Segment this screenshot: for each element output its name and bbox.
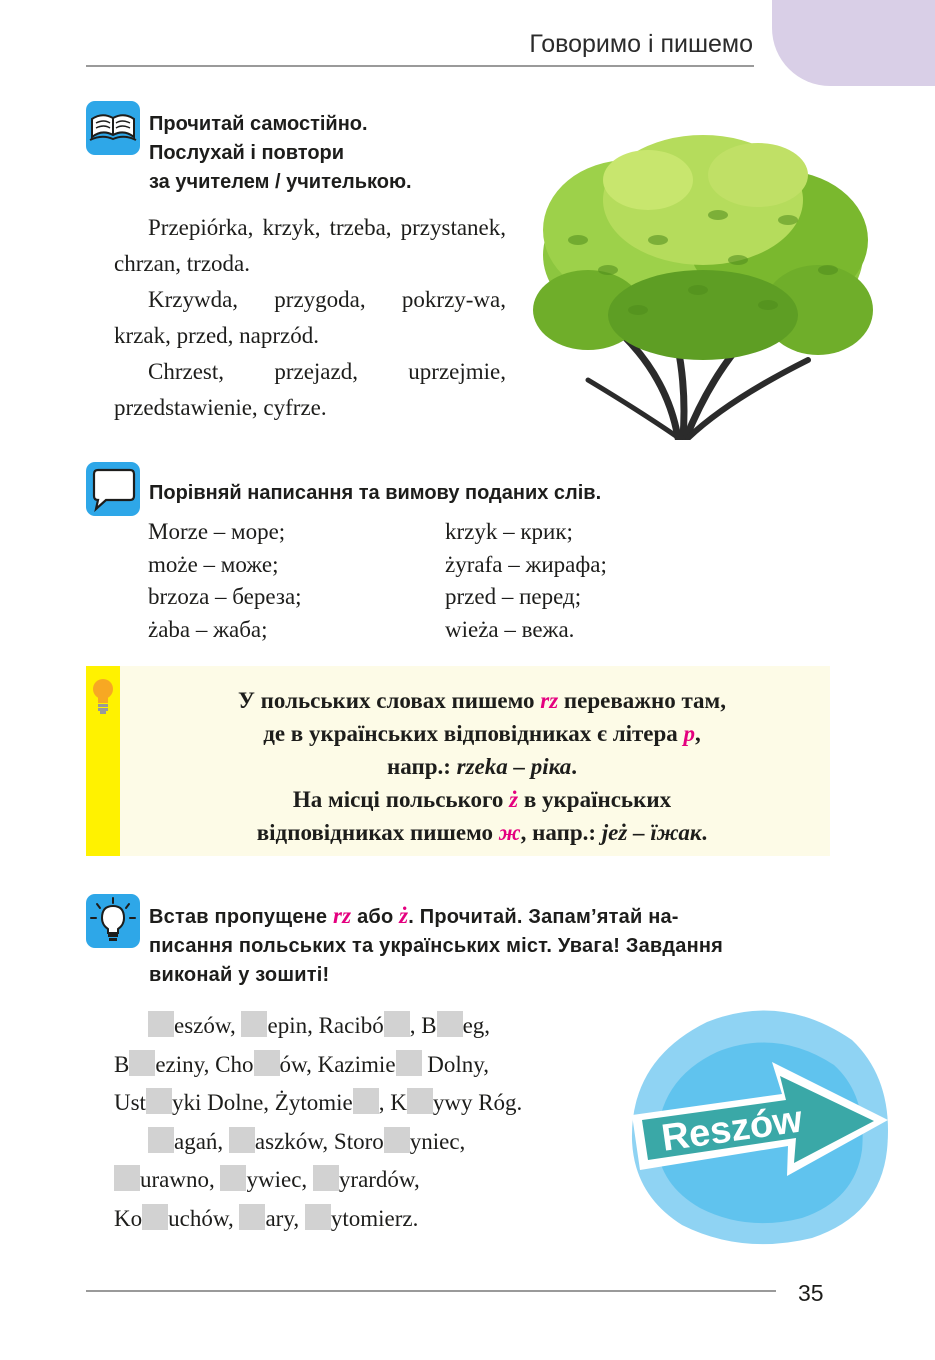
- blank-gap: [437, 1011, 463, 1037]
- blank-gap: [407, 1088, 433, 1114]
- word-pairs-right: [445, 516, 607, 646]
- word-pair: żyrafa – жирафа;: [445, 551, 607, 577]
- speech-bubble-icon: [86, 462, 140, 516]
- word-pair: krzyk – крик;: [445, 519, 573, 544]
- exercise-line: eszów, epin, Racibó , B eg,: [114, 1007, 522, 1046]
- city-sign-illustration: [612, 1000, 892, 1250]
- word-pairs-left: [148, 516, 302, 646]
- word-pair: żaba – жаба;: [148, 616, 268, 642]
- blank-gap: [254, 1050, 280, 1076]
- open-book-icon: [86, 101, 140, 155]
- blank-gap: [239, 1204, 265, 1230]
- word-pair: brzoza – береза;: [148, 584, 302, 609]
- blank-gap: [384, 1011, 410, 1037]
- word-pair: może – може;: [148, 551, 279, 577]
- exercise-line: Ko uchów, ary, ytomierz.: [114, 1205, 419, 1231]
- blank-gap: [114, 1165, 140, 1191]
- task3-instruction: Встав пропущене rz або ż. Прочитай. Запам’ятай на- писання польських та українських міст. Увага! Завдання виконай у зошиті!: [149, 903, 724, 986]
- task2-instruction: Порівняй написання та вимову поданих слів.: [149, 482, 602, 504]
- blank-gap: [148, 1011, 174, 1037]
- idea-bulb-icon: [86, 894, 140, 948]
- reading-paragraph-3: Chrzest, przejazd, uprzejmie, przedstawienie, cyfrze.: [114, 359, 506, 420]
- blank-gap: [229, 1127, 255, 1153]
- page-number: 35: [798, 1280, 824, 1306]
- corner-tab: [772, 0, 935, 86]
- blank-gap: [305, 1204, 331, 1230]
- bush-illustration: [528, 120, 878, 440]
- blank-gap: [384, 1127, 410, 1153]
- exercise-text: [114, 1007, 522, 1239]
- bottom-divider: [86, 1290, 776, 1292]
- rule-text: У польських словах пишемо rz переважно там, де в українських відповідниках є літера р, напр.: rzeka – ріка. На місці польського ż в українських відповідниках пишемо ж, напр.: jeż – їжак.: [238, 688, 726, 845]
- top-divider: [86, 65, 754, 67]
- word-pair: przed – перед;: [445, 584, 582, 609]
- blank-gap: [146, 1088, 172, 1114]
- blank-gap: [148, 1127, 174, 1153]
- word-pair: Morze – море;: [148, 519, 286, 544]
- sign-text: Reszów: [659, 1098, 805, 1160]
- reading-paragraph-2: Krzywda, przygoda, pokrzy-wa, krzak, przed, naprzód.: [114, 287, 506, 348]
- exercise-line: B eziny, Cho ów, Kazimie Dolny,: [114, 1051, 490, 1077]
- task1-instruction: Прочитай самостійно. Послухай і повтори за учителем / учителькою.: [149, 113, 412, 193]
- blank-gap: [396, 1050, 422, 1076]
- blank-gap: [241, 1011, 267, 1037]
- lightbulb-icon: [89, 676, 117, 716]
- reading-paragraph-1: Przepiórka, krzyk, trzeba, przystanek, chrzan, trzoda.: [114, 215, 506, 276]
- blank-gap: [142, 1204, 168, 1230]
- exercise-line: Ust yki Dolne, Żytomie , K ywy Róg.: [114, 1090, 523, 1116]
- blank-gap: [220, 1165, 246, 1191]
- blank-gap: [129, 1050, 155, 1076]
- blank-gap: [353, 1088, 379, 1114]
- exercise-line: urawno, ywiec, yrardów,: [114, 1161, 522, 1200]
- reading-text: [114, 210, 506, 426]
- exercise-line: agań, aszków, Storo yniec,: [114, 1123, 522, 1162]
- section-title: Говоримо і пишемо: [529, 30, 753, 58]
- word-pair: wieża – вежа.: [445, 616, 575, 642]
- blank-gap: [313, 1165, 339, 1191]
